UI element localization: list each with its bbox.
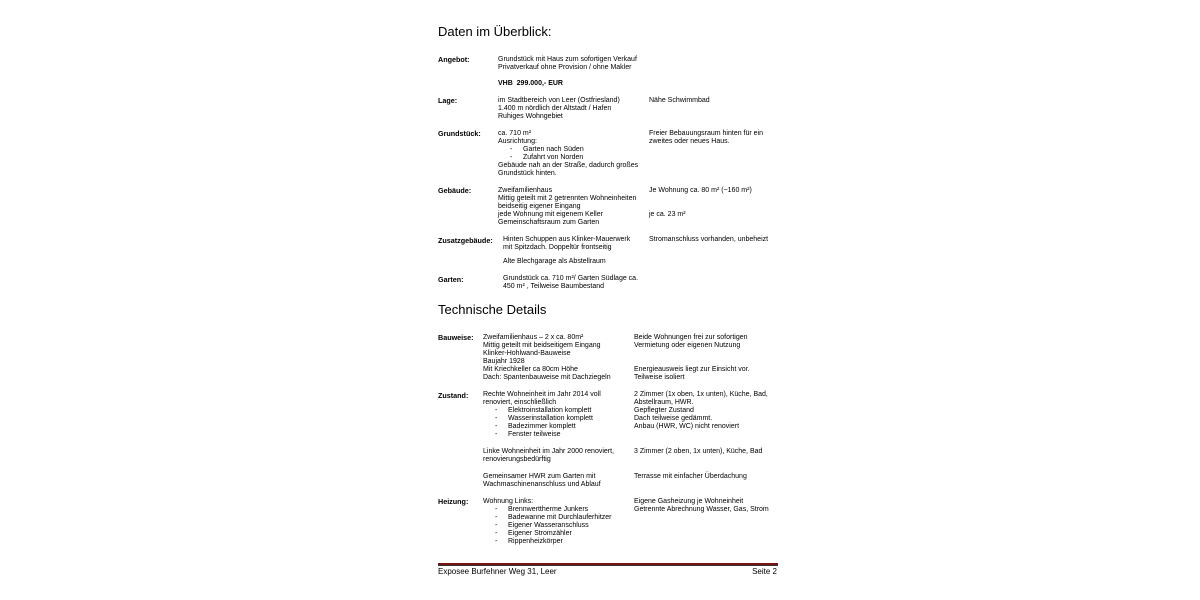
bauweise-line-3: Klinker-Hohlwand-Bauweise xyxy=(483,350,571,357)
list-item: - Wasserinstallation komplett xyxy=(495,415,593,422)
label-zusatzgebaeude: Zusatzgebäude: xyxy=(438,236,493,245)
zustand-right-2: Abstellraum, HWR. xyxy=(634,399,694,406)
list-item: - Garten nach Süden xyxy=(510,146,584,153)
angebot-price: VHB 299.000,- EUR xyxy=(498,80,563,87)
bauweise-right-2: Vermietung oder eigenen Nutzung xyxy=(634,342,741,349)
gebaeude-line-5: Gemeinschaftsraum zum Garten xyxy=(498,219,600,226)
bauweise-right-3: Energieausweis liegt zur Einsicht vor. xyxy=(634,366,750,373)
linke-right: 3 Zimmer (2 oben, 1x unten), Küche, Bad xyxy=(634,448,763,455)
linke-line-2: renovierungsbedürftig xyxy=(483,456,551,463)
gebaeude-right-2: je ca. 23 m² xyxy=(649,211,686,218)
footer-title: Exposee Burfehner Weg 31, Leer xyxy=(438,567,557,576)
grundstueck-right-1: Freier Bebauungsraum hinten für ein xyxy=(649,130,764,137)
bauweise-line-5: Mit Kriechkeller ca 80cm Höhe xyxy=(483,366,578,373)
zusatz-line-2: mit Spitzdach. Doppeltür frontseitig xyxy=(503,244,612,251)
list-item: - Elektroinstallation komplett xyxy=(495,407,592,414)
gebaeude-line-1: Zweifamilienhaus xyxy=(498,187,553,194)
grundstueck-line-3: Gebäude nah an der Straße, dadurch großes xyxy=(498,162,639,169)
list-item: - Eigener Stromzähler xyxy=(495,530,572,537)
zustand-line-2: renoviert, einschließlich xyxy=(483,399,557,406)
bauweise-line-6: Dach: Spantenbauweise mit Dachziegeln xyxy=(483,374,611,381)
hwr-line-2: Wachmaschinenanschluss und Ablauf xyxy=(483,481,601,488)
label-heizung: Heizung: xyxy=(438,497,469,506)
gebaeude-line-2: Mittig geteilt mit 2 getrennten Wohneinheiten xyxy=(498,195,637,202)
zusatz-line-1: Hinten Schuppen aus Klinker-Mauerwerk xyxy=(503,236,631,243)
footer-rule-shadow xyxy=(438,565,778,566)
label-lage: Lage: xyxy=(438,96,458,105)
zustand-line-1: Rechte Wohneinheit im Jahr 2014 voll xyxy=(483,391,601,398)
heizung-right-2: Getrennte Abrechnung Wasser, Gas, Strom xyxy=(634,506,769,513)
gebaeude-line-4: jede Wohnung mit eigenem Keller xyxy=(498,211,603,218)
garten-line-1: Grundstück ca. 710 m²/ Garten Südlage ca. xyxy=(503,275,639,282)
list-item: - Badewanne mit Durchlauferhitzer xyxy=(495,514,612,521)
hwr-line-1: Gemeinsamer HWR zum Garten mit xyxy=(483,473,596,480)
garten-line-2: 450 m² , Teilweise Baumbestand xyxy=(503,283,605,290)
heizung-right-1: Eigene Gasheizung je Wohneinheit xyxy=(634,498,744,505)
bauweise-line-2: Mittig geteilt mit beidseitigem Eingang xyxy=(483,342,601,349)
grundstueck-line-4: Grundstück hinten. xyxy=(498,170,557,177)
list-item: - Rippenheizkörper xyxy=(495,538,563,545)
zusatz-right: Stromanschluss vorhanden, unbeheizt xyxy=(649,236,769,243)
label-garten: Garten: xyxy=(438,275,464,284)
zustand-right-5: Anbau (HWR, WC) nicht renoviert xyxy=(634,423,740,430)
list-item: - Badezimmer komplett xyxy=(495,423,576,430)
grundstueck-ausrichtung: Ausrichtung: xyxy=(498,138,537,145)
bauweise-line-4: Baujahr 1928 xyxy=(483,358,525,365)
bauweise-line-1: Zweifamilienhaus – 2 x ca. 80m² xyxy=(483,334,584,341)
label-bauweise: Bauweise: xyxy=(438,333,474,342)
label-grundstueck: Grundstück: xyxy=(438,129,481,138)
lage-line-3: Ruhiges Wohngebiet xyxy=(498,113,563,120)
list-item: - Fenster teilweise xyxy=(495,431,561,438)
heizung-line-1: Wohnung Links: xyxy=(483,498,534,505)
grundstueck-right-2: zweites oder neues Haus. xyxy=(649,138,730,145)
section-title-overview: Daten im Überblick: xyxy=(438,24,552,39)
list-item: - Brennwerttherme Junkers xyxy=(495,506,589,513)
label-zustand: Zustand: xyxy=(438,391,469,400)
list-item: - Zufahrt von Norden xyxy=(510,154,584,161)
bauweise-right-4: Teilweise isoliert xyxy=(634,374,685,381)
grundstueck-size: ca. 710 m² xyxy=(498,130,532,137)
lage-line-2: 1.400 m nördlich der Altstadt / Hafen xyxy=(498,105,612,112)
bauweise-right-1: Beide Wohnungen frei zur sofortigen xyxy=(634,334,748,341)
lage-line-1: im Stadtbereich von Leer (Ostfriesland) xyxy=(498,97,620,104)
linke-line-1: Linke Wohneinheit im Jahr 2000 renoviert, xyxy=(483,448,615,455)
zustand-right-3: Gepflegter Zustand xyxy=(634,407,694,414)
zustand-right-1: 2 Zimmer (1x oben, 1x unten), Küche, Bad, xyxy=(634,391,768,398)
gebaeude-right-1: Je Wohnung ca. 80 m² (~160 m²) xyxy=(649,187,752,194)
zusatz-extra: Alte Blechgarage als Abstellraum xyxy=(503,258,606,265)
label-angebot: Angebot: xyxy=(438,55,470,64)
lage-right: Nähe Schwimmbad xyxy=(649,97,710,104)
gebaeude-line-3: beidseitig eigener Eingang xyxy=(498,203,581,210)
list-item: - Eigener Wasseranschluss xyxy=(495,522,589,529)
angebot-line-2: Privatverkauf ohne Provision / ohne Makler xyxy=(498,64,632,71)
angebot-line-1: Grundstück mit Haus zum sofortigen Verkauf xyxy=(498,56,637,63)
footer-page-number: Seite 2 xyxy=(752,567,777,576)
section-title-technical: Technische Details xyxy=(438,302,547,317)
label-gebaeude: Gebäude: xyxy=(438,186,472,195)
zustand-right-4: Dach teilweise gedämmt. xyxy=(634,415,713,422)
hwr-right: Terrasse mit einfacher Überdachung xyxy=(634,473,747,480)
